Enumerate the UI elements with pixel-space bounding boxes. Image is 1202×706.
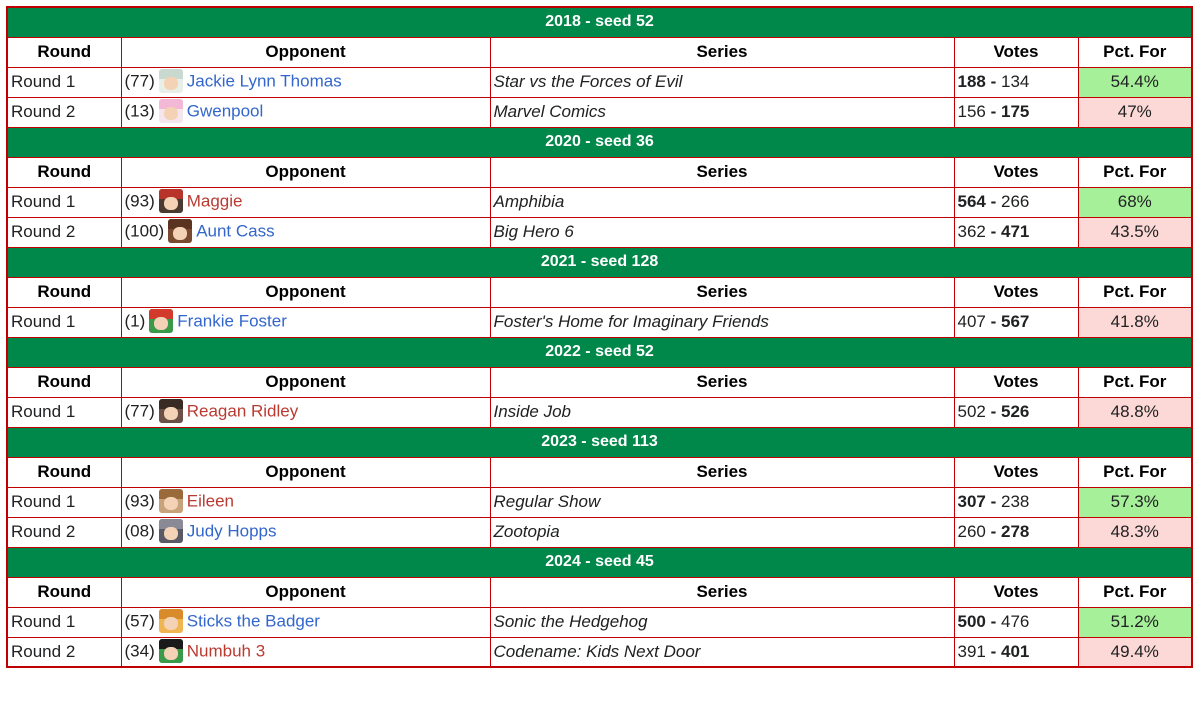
seed-label: (13) — [124, 101, 155, 121]
opponent-link[interactable]: Aunt Cass — [196, 221, 275, 241]
votes-against: 238 — [1000, 492, 1030, 511]
votes-sep: - — [985, 192, 1001, 211]
series-cell: Amphibia — [490, 187, 954, 217]
table-row — [7, 187, 1192, 217]
column-header-row — [7, 577, 1192, 607]
section-header-row — [7, 247, 1192, 277]
pct-for-cell: 68% — [1078, 187, 1192, 217]
votes-cell — [954, 97, 1078, 127]
votes-against: 471 — [1000, 222, 1030, 241]
opponent-cell — [121, 607, 490, 637]
votes-cell — [954, 187, 1078, 217]
votes-sep: - — [985, 522, 1001, 541]
seed-label: (93) — [124, 191, 155, 211]
seed-label: (93) — [124, 491, 155, 511]
round-cell: Round 1 — [7, 487, 121, 517]
table-row — [7, 97, 1192, 127]
avatar-icon — [168, 219, 192, 243]
seed-label: (1) — [124, 311, 146, 331]
opponent-cell — [121, 187, 490, 217]
avatar-icon — [159, 609, 183, 633]
votes-column-header: Votes — [954, 157, 1078, 187]
opponent-cell — [121, 67, 490, 97]
series-column-header: Series — [490, 277, 954, 307]
votes-sep: - — [985, 102, 1001, 121]
series-cell: Sonic the Hedgehog — [490, 607, 954, 637]
pct-for-cell: 48.3% — [1078, 517, 1192, 547]
votes-against: 266 — [1000, 192, 1030, 211]
series-cell: Codename: Kids Next Door — [490, 637, 954, 667]
table-row — [7, 307, 1192, 337]
round-column-header: Round — [7, 37, 121, 67]
round-cell: Round 2 — [7, 217, 121, 247]
pct-for-cell: 47% — [1078, 97, 1192, 127]
votes-for: 156 — [957, 102, 986, 121]
table-row — [7, 67, 1192, 97]
opponent-cell — [121, 217, 490, 247]
series-column-header: Series — [490, 157, 954, 187]
section-title: 2020 - seed 36 — [7, 127, 1192, 157]
opponent-cell — [121, 487, 490, 517]
seed-label: (57) — [124, 611, 155, 631]
opponent-link[interactable]: Frankie Foster — [177, 311, 287, 331]
votes-column-header: Votes — [954, 367, 1078, 397]
results-table — [6, 6, 1193, 668]
opponent-column-header: Opponent — [121, 277, 490, 307]
opponent-column-header: Opponent — [121, 457, 490, 487]
section-header-row — [7, 337, 1192, 367]
series-column-header: Series — [490, 367, 954, 397]
pct-for-column-header: Pct. For — [1078, 277, 1192, 307]
table-row — [7, 397, 1192, 427]
section-header-row — [7, 127, 1192, 157]
votes-sep: - — [985, 612, 1001, 631]
votes-for: 500 — [957, 612, 986, 631]
pct-for-cell: 43.5% — [1078, 217, 1192, 247]
seed-label: (34) — [124, 641, 155, 661]
column-header-row — [7, 37, 1192, 67]
opponent-cell — [121, 307, 490, 337]
opponent-cell — [121, 517, 490, 547]
pct-for-cell: 49.4% — [1078, 637, 1192, 667]
section-header-row — [7, 427, 1192, 457]
round-cell: Round 1 — [7, 67, 121, 97]
opponent-link[interactable]: Judy Hopps — [186, 521, 277, 541]
round-cell: Round 1 — [7, 397, 121, 427]
avatar-icon — [159, 399, 183, 423]
votes-column-header: Votes — [954, 37, 1078, 67]
round-cell: Round 1 — [7, 187, 121, 217]
section-header-row — [7, 547, 1192, 577]
pct-for-column-header: Pct. For — [1078, 457, 1192, 487]
avatar-icon — [159, 69, 183, 93]
seed-label: (08) — [124, 521, 155, 541]
round-column-header: Round — [7, 157, 121, 187]
round-cell: Round 1 — [7, 307, 121, 337]
votes-against: 401 — [1000, 641, 1030, 661]
round-cell: Round 2 — [7, 97, 121, 127]
pct-for-cell: 51.2% — [1078, 607, 1192, 637]
series-cell: Foster's Home for Imaginary Friends — [490, 307, 954, 337]
pct-for-cell: 48.8% — [1078, 397, 1192, 427]
opponent-column-header: Opponent — [121, 577, 490, 607]
votes-column-header: Votes — [954, 577, 1078, 607]
votes-column-header: Votes — [954, 277, 1078, 307]
avatar-icon — [159, 189, 183, 213]
votes-for: 407 — [957, 312, 986, 331]
round-column-header: Round — [7, 577, 121, 607]
votes-cell — [954, 307, 1078, 337]
votes-against: 526 — [1000, 402, 1030, 421]
votes-for: 391 — [957, 641, 986, 661]
table-row — [7, 487, 1192, 517]
opponent-cell — [121, 97, 490, 127]
votes-cell — [954, 487, 1078, 517]
votes-cell — [954, 217, 1078, 247]
opponent-link[interactable]: Sticks the Badger — [186, 611, 320, 631]
votes-sep: - — [985, 641, 1001, 661]
round-column-header: Round — [7, 367, 121, 397]
pct-for-cell: 41.8% — [1078, 307, 1192, 337]
table-row — [7, 637, 1192, 667]
votes-for: 564 — [957, 192, 986, 211]
votes-against: 134 — [1000, 72, 1030, 91]
round-cell: Round 1 — [7, 607, 121, 637]
opponent-cell — [121, 637, 490, 667]
column-header-row — [7, 457, 1192, 487]
votes-against: 175 — [1000, 102, 1030, 121]
pct-for-column-header: Pct. For — [1078, 367, 1192, 397]
series-cell: Zootopia — [490, 517, 954, 547]
section-title: 2018 - seed 52 — [7, 7, 1192, 37]
series-cell: Regular Show — [490, 487, 954, 517]
round-cell: Round 2 — [7, 637, 121, 667]
votes-against: 278 — [1000, 522, 1030, 541]
votes-cell — [954, 67, 1078, 97]
votes-cell — [954, 607, 1078, 637]
section-title: 2023 - seed 113 — [7, 427, 1192, 457]
opponent-link[interactable]: Jackie Lynn Thomas — [186, 71, 342, 91]
series-cell: Inside Job — [490, 397, 954, 427]
avatar-icon — [159, 519, 183, 543]
table-row — [7, 517, 1192, 547]
section-title: 2022 - seed 52 — [7, 337, 1192, 367]
seed-label: (77) — [124, 71, 155, 91]
pct-for-cell: 54.4% — [1078, 67, 1192, 97]
avatar-icon — [159, 639, 183, 663]
opponent-column-header: Opponent — [121, 157, 490, 187]
votes-sep: - — [985, 492, 1001, 511]
votes-sep: - — [985, 222, 1001, 241]
votes-sep: - — [985, 402, 1001, 421]
avatar-icon — [159, 489, 183, 513]
table-row — [7, 217, 1192, 247]
votes-cell — [954, 637, 1078, 667]
series-column-header: Series — [490, 37, 954, 67]
votes-cell — [954, 517, 1078, 547]
opponent-link[interactable]: Maggie — [186, 191, 243, 211]
pct-for-column-header: Pct. For — [1078, 157, 1192, 187]
votes-against: 567 — [1000, 312, 1030, 331]
series-cell: Star vs the Forces of Evil — [490, 67, 954, 97]
column-header-row — [7, 367, 1192, 397]
seed-label: (100) — [124, 221, 165, 241]
opponent-column-header: Opponent — [121, 367, 490, 397]
round-column-header: Round — [7, 457, 121, 487]
table-row — [7, 607, 1192, 637]
votes-sep: - — [985, 312, 1001, 331]
votes-for: 362 — [957, 222, 986, 241]
opponent-link[interactable]: Numbuh 3 — [186, 641, 266, 661]
votes-for: 188 — [957, 72, 986, 91]
votes-sep: - — [985, 72, 1001, 91]
section-header-row — [7, 7, 1192, 37]
votes-against: 476 — [1000, 612, 1030, 631]
seed-label: (77) — [124, 401, 155, 421]
opponent-link[interactable]: Eileen — [186, 491, 234, 511]
section-title: 2021 - seed 128 — [7, 247, 1192, 277]
opponent-link[interactable]: Reagan Ridley — [186, 401, 299, 421]
votes-column-header: Votes — [954, 457, 1078, 487]
column-header-row — [7, 157, 1192, 187]
votes-for: 502 — [957, 402, 986, 421]
votes-for: 307 — [957, 492, 986, 511]
avatar-icon — [159, 99, 183, 123]
series-column-header: Series — [490, 577, 954, 607]
pct-for-column-header: Pct. For — [1078, 577, 1192, 607]
round-column-header: Round — [7, 277, 121, 307]
votes-for: 260 — [957, 522, 986, 541]
opponent-link[interactable]: Gwenpool — [186, 101, 264, 121]
column-header-row — [7, 277, 1192, 307]
series-cell: Big Hero 6 — [490, 217, 954, 247]
votes-cell — [954, 397, 1078, 427]
pct-for-column-header: Pct. For — [1078, 37, 1192, 67]
pct-for-cell: 57.3% — [1078, 487, 1192, 517]
round-cell: Round 2 — [7, 517, 121, 547]
series-column-header: Series — [490, 457, 954, 487]
opponent-cell — [121, 397, 490, 427]
section-title: 2024 - seed 45 — [7, 547, 1192, 577]
opponent-column-header: Opponent — [121, 37, 490, 67]
tournament-results — [6, 6, 1191, 668]
series-cell: Marvel Comics — [490, 97, 954, 127]
avatar-icon — [149, 309, 173, 333]
